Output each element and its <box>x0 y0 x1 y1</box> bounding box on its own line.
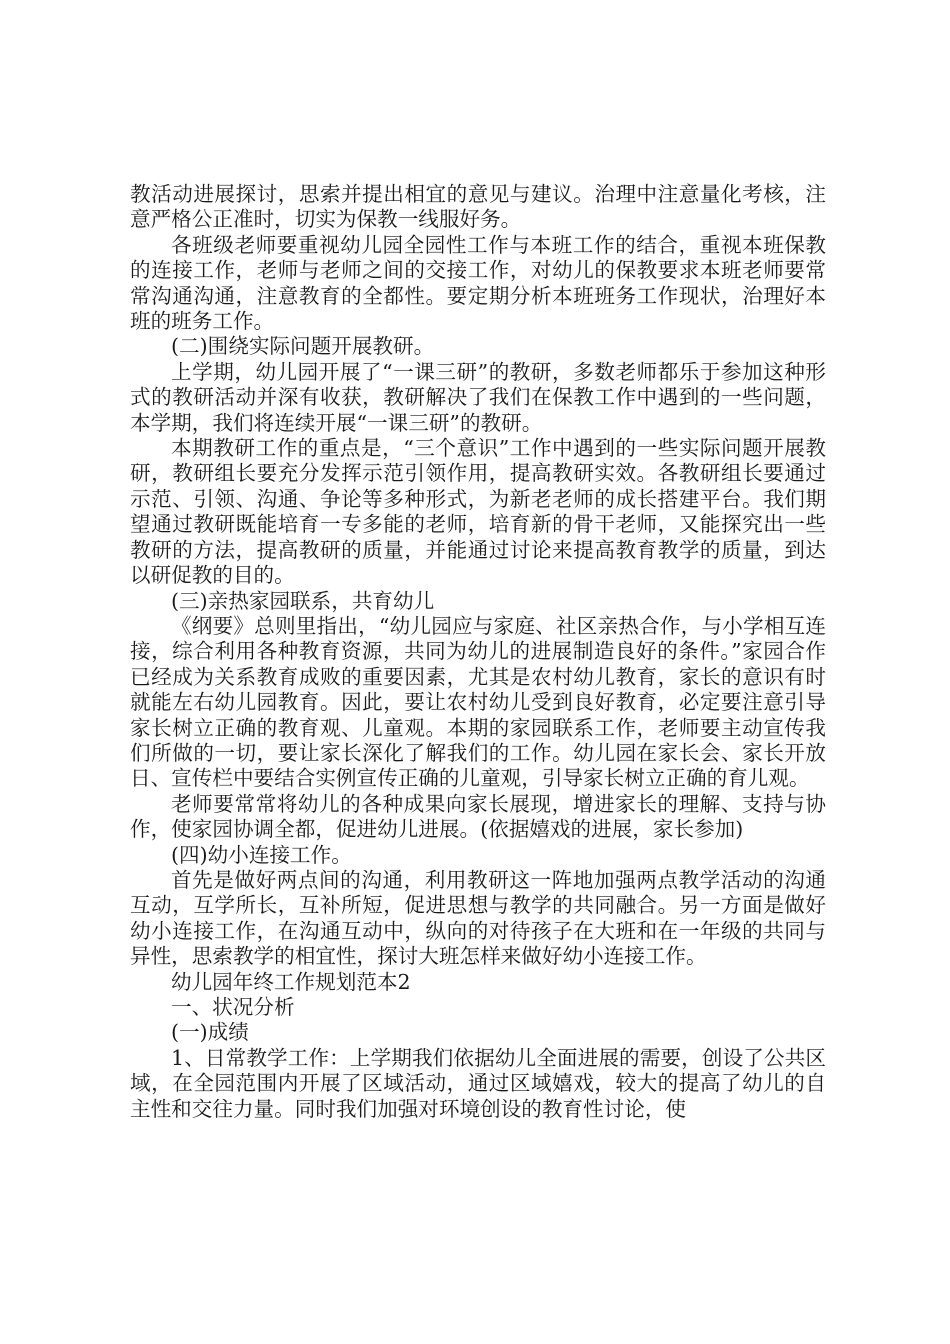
paragraph: 老师要常常将幼儿的各种成果向家长展现，增进家长的理解、支持与协作，使家园协调全都，促进幼儿进展。(依据嬉戏的进展，家长参加) <box>130 791 826 842</box>
paragraph: 本期教研工作的重点是，“三个意识”工作中遇到的一些实际问题开展教研，教研组长要充分发挥示范引领作用，提高教研实效。各教研组长要通过示范、引领、沟通、争论等多种形式，为新老老师的成长搭建平台。我们期望通过教研既能培育一专多能的老师，培育新的骨干老师，又能探究出一些教研的方法，提高教研的质量，并能通过讨论来提高教育教学的质量，到达以研促教的目的。 <box>130 436 826 588</box>
paragraph: 《纲要》总则里指出，“幼儿园应与家庭、社区亲热合作，与小学相互连接，综合利用各种教育资源，共同为幼儿的进展制造良好的条件。”家园合作已经成为关系教育成败的重要因素，尤其是农村幼儿教育，家长的意识有时就能左右幼儿园教育。因此，要让农村幼儿受到良好教育，必定要注意引导家长树立正确的教育观、儿童观。本期的家园联系工作，老师要主动宣传我们所做的一切，要让家长深化了解我们的工作。幼儿园在家长会、家长开放日、宣传栏中要结合实例宣传正确的儿童观，引导家长树立正确的育儿观。 <box>130 613 826 791</box>
section-heading: (四)幼小连接工作。 <box>171 842 352 867</box>
paragraph: 1、日常教学工作：上学期我们依据幼儿全面进展的需要，创设了公共区域，在全园范围内开展了区域活动，通过区域嬉戏，较大的提高了幼儿的自主性和交往力量。同时我们加强对环境创设的教育性讨论，使 <box>130 1045 826 1121</box>
paragraph: 上学期，幼儿园开展了“一课三研”的教研，多数老师都乐于参加这种形式的教研活动并深有收获，教研解决了我们在保教工作中遇到的一些问题，本学期，我们将连续开展“一课三研”的教研。 <box>130 359 826 435</box>
paragraph: 首先是做好两点间的沟通，利用教研这一阵地加强两点教学活动的沟通互动，互学所长，互补所短，促进思想与教学的共同融合。另一方面是做好幼小连接工作，在沟通互动中，纵向的对待孩子在大班和在一年级的共同与异性，思索教学的相宜性，探讨大班怎样来做好幼小连接工作。 <box>130 867 826 969</box>
paragraph: 各班级老师要重视幼儿园全园性工作与本班工作的结合，重视本班保教的连接工作，老师与老师之间的交接工作，对幼儿的保教要求本班老师要常常沟通沟通，注意教育的全都性。要定期分析本班班务工作现状，治理好本班的班务工作。 <box>130 232 826 334</box>
document-title: 幼儿园年终工作规划范本2 <box>171 969 411 994</box>
section-heading: (二)围绕实际问题开展教研。 <box>171 334 435 359</box>
paragraph: 教活动进展探讨，思索并提出相宜的意见与建议。治理中注意量化考核，注意严格公正准时，切实为保教一线服好务。 <box>130 182 826 232</box>
section-heading: (一)成绩 <box>171 1020 249 1045</box>
section-heading: 一、状况分析 <box>171 995 295 1019</box>
document-body <box>130 182 826 1122</box>
section-heading: (三)亲热家园联系，共育幼儿 <box>171 588 435 613</box>
